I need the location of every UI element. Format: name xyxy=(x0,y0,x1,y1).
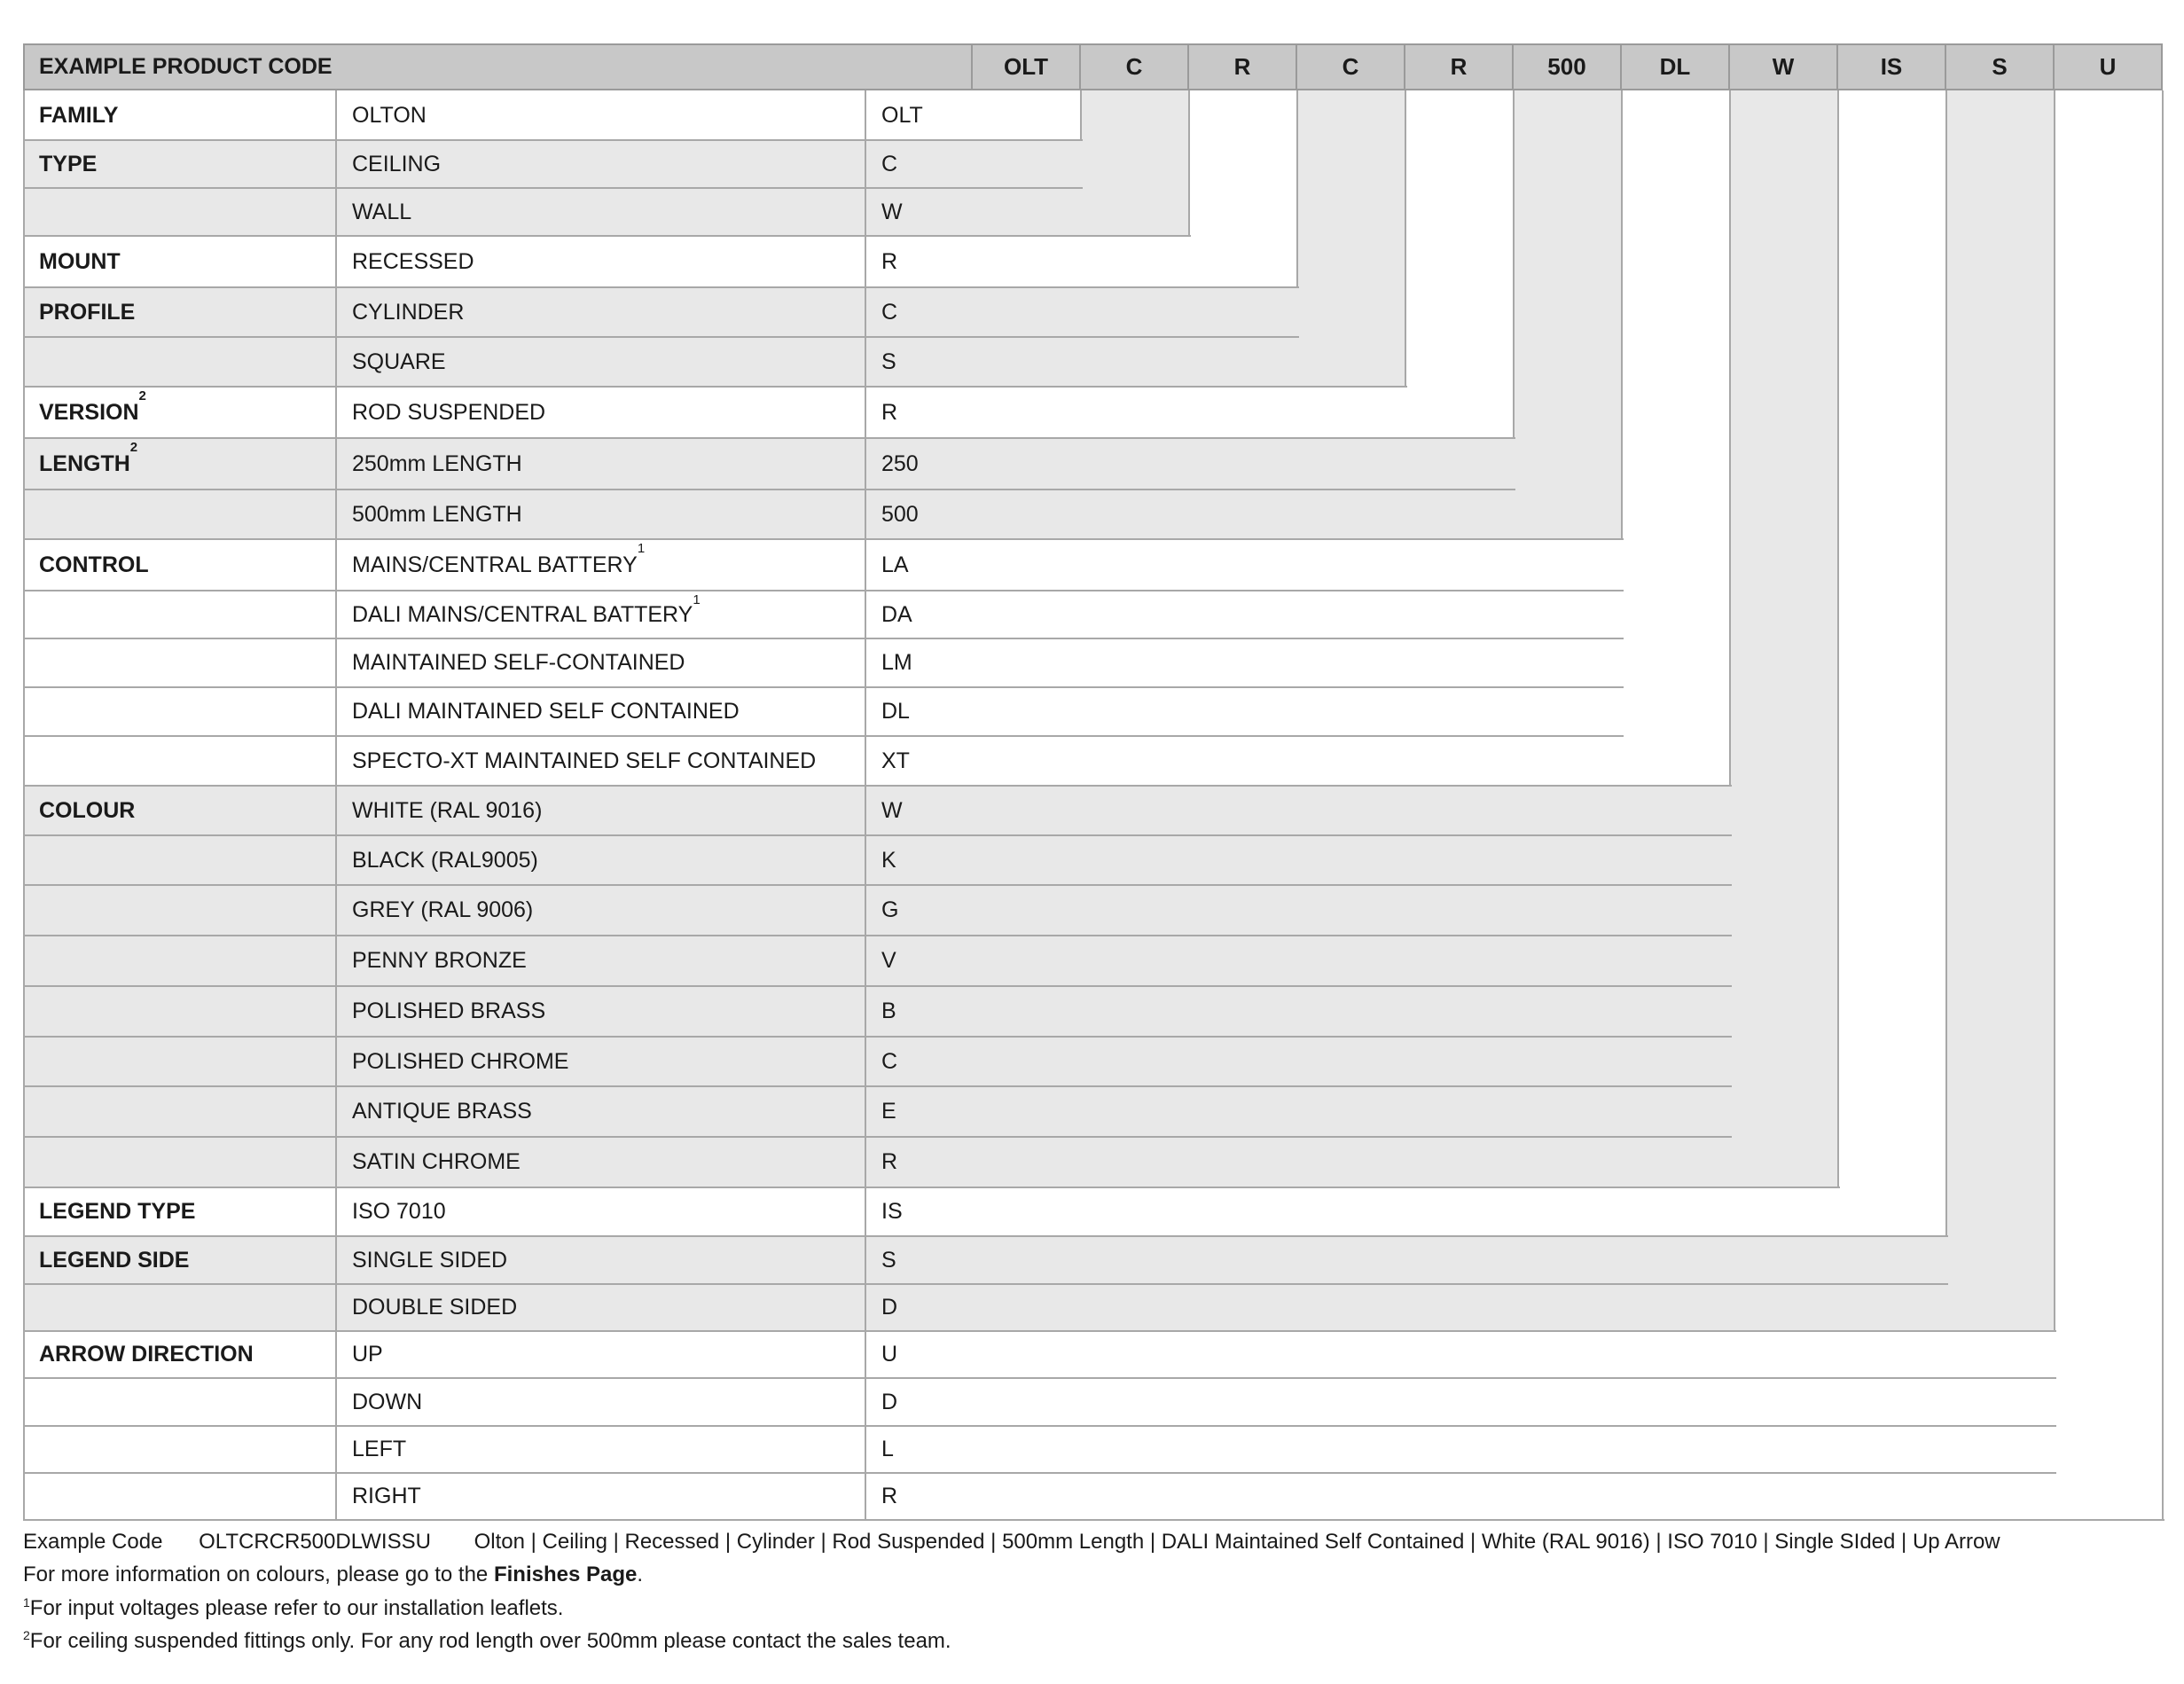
category-text: VERSION xyxy=(39,399,139,425)
header-code-1: OLT xyxy=(971,43,1081,90)
footnote-marker: 1 xyxy=(693,592,701,607)
option-text: BLACK (RAL9005) xyxy=(352,847,538,873)
option-text: 250mm LENGTH xyxy=(352,450,522,476)
category-label xyxy=(39,835,331,885)
column-rule xyxy=(335,90,337,1520)
category-label xyxy=(39,1086,331,1137)
option-text: WALL xyxy=(352,199,412,224)
category-text: ARROW DIRECTION xyxy=(39,1342,254,1367)
option-label xyxy=(352,1187,860,1236)
footnote-1-text: For input voltages please refer to our installation leaflets. xyxy=(29,1596,564,1620)
option-code: 500 xyxy=(881,501,919,527)
option-text: CYLINDER xyxy=(352,299,465,325)
option-text: WHITE (RAL 9016) xyxy=(352,797,543,823)
row-rule xyxy=(23,1519,2164,1521)
category-label xyxy=(39,438,331,490)
option-label xyxy=(352,885,860,936)
code-column-strip xyxy=(2055,90,2163,1331)
footnote-2-marker: 2 xyxy=(23,1628,30,1642)
colours-info-text: For more information on colours, please go to the xyxy=(23,1563,494,1586)
option-code: XT xyxy=(881,748,910,773)
option-code: R xyxy=(881,1149,898,1174)
option-text: RECESSED xyxy=(352,248,474,274)
option-code: IS xyxy=(881,1199,903,1224)
category-label xyxy=(39,1137,331,1187)
option-code: B xyxy=(881,999,896,1023)
option-text: OLTON xyxy=(352,102,427,128)
category-label xyxy=(39,936,331,986)
code-column-strip xyxy=(1189,90,1297,236)
category-text: LENGTH xyxy=(39,450,130,476)
header-code-6: 500 xyxy=(1512,43,1622,90)
option-text: POLISHED CHROME xyxy=(352,1048,569,1074)
option-label xyxy=(352,490,860,539)
category-label xyxy=(39,539,331,591)
code-column-strip xyxy=(1405,90,1514,387)
header-title: EXAMPLE PRODUCT CODE xyxy=(23,43,973,90)
option-text: SPECTO-XT MAINTAINED SELF CONTAINED xyxy=(352,748,817,773)
column-rule xyxy=(1513,90,1515,438)
category-label xyxy=(39,1284,331,1331)
header-code-5: R xyxy=(1404,43,1514,90)
option-label xyxy=(352,387,860,438)
example-code-label: Example Code xyxy=(23,1530,163,1554)
category-label xyxy=(39,1426,331,1473)
category-label xyxy=(39,1236,331,1284)
category-label xyxy=(39,638,331,687)
option-code: S xyxy=(881,349,896,374)
option-code: C xyxy=(881,151,898,176)
option-text: DALI MAINTAINED SELF CONTAINED xyxy=(352,699,740,724)
option-label xyxy=(352,1086,860,1137)
option-code: R xyxy=(881,1484,898,1508)
option-code: D xyxy=(881,1295,898,1320)
header-code-9: IS xyxy=(1836,43,1946,90)
option-code: DA xyxy=(881,601,912,627)
example-code-line xyxy=(23,1530,2000,1555)
option-label xyxy=(352,1037,860,1086)
column-rule xyxy=(2054,90,2055,1331)
option-text: UP xyxy=(352,1342,383,1367)
category-text: PROFILE xyxy=(39,299,136,325)
category-text: LEGEND TYPE xyxy=(39,1199,196,1224)
category-label xyxy=(39,986,331,1037)
option-code: G xyxy=(881,897,899,922)
column-rule xyxy=(1188,90,1190,236)
header-code-3: R xyxy=(1187,43,1297,90)
option-text: GREY (RAL 9006) xyxy=(352,897,534,922)
option-code: LA xyxy=(881,552,909,577)
option-text: DALI MAINS/CENTRAL BATTERY xyxy=(352,601,693,627)
option-text: ISO 7010 xyxy=(352,1199,446,1224)
code-column-strip xyxy=(1081,90,1189,140)
code-column-strip xyxy=(1622,90,1730,539)
category-label xyxy=(39,1473,331,1520)
option-text: LEFT xyxy=(352,1437,407,1461)
header-code-11: U xyxy=(2053,43,2163,90)
option-text: 500mm LENGTH xyxy=(352,501,522,527)
header-code-10: S xyxy=(1945,43,2055,90)
option-label xyxy=(352,1426,860,1473)
option-text: CEILING xyxy=(352,151,442,176)
footnote-marker: 1 xyxy=(637,541,646,556)
column-rule xyxy=(1405,90,1406,387)
category-text: LEGEND SIDE xyxy=(39,1247,190,1273)
category-label xyxy=(39,140,331,188)
header-code-8: W xyxy=(1728,43,1838,90)
option-code: R xyxy=(881,248,898,274)
example-code-value: OLTCRCR500DLWISSU xyxy=(199,1530,431,1554)
option-code: DL xyxy=(881,699,910,724)
option-label xyxy=(352,337,860,387)
option-text: DOUBLE SIDED xyxy=(352,1295,518,1320)
option-text: MAINTAINED SELF-CONTAINED xyxy=(352,650,685,675)
option-label xyxy=(352,1331,860,1378)
option-code: U xyxy=(881,1342,898,1367)
header-code-7: DL xyxy=(1620,43,1730,90)
option-text: MAINS/CENTRAL BATTERY xyxy=(352,552,638,577)
option-label xyxy=(352,1236,860,1284)
example-code-description: Olton | Ceiling | Recessed | Cylinder | Rod Suspended | 500mm Length | DALI Maintained Self Contained | White (RAL 9016) | ISO 7010 | Single SIded | Up Arrow xyxy=(474,1530,2000,1554)
column-rule xyxy=(1621,90,1623,539)
option-label xyxy=(352,835,860,885)
option-label xyxy=(352,438,860,490)
category-label xyxy=(39,736,331,786)
option-text: DOWN xyxy=(352,1389,423,1414)
option-label xyxy=(352,188,860,236)
category-text: CONTROL xyxy=(39,552,149,577)
code-column-strip xyxy=(1838,90,1946,1187)
category-label xyxy=(39,188,331,236)
footnote-1 xyxy=(23,1595,563,1621)
option-code: C xyxy=(881,1048,898,1074)
footnote-1-marker: 1 xyxy=(23,1595,30,1610)
option-code: V xyxy=(881,948,896,973)
category-label xyxy=(39,786,331,835)
column-rule xyxy=(2162,90,2164,1520)
colours-info-line xyxy=(23,1563,643,1587)
option-label xyxy=(352,287,860,337)
column-rule xyxy=(1296,90,1298,287)
option-label xyxy=(352,687,860,736)
category-text: MOUNT xyxy=(39,248,121,274)
category-label xyxy=(39,1378,331,1426)
code-column-strip xyxy=(1730,90,1838,786)
option-code: S xyxy=(881,1247,896,1273)
option-text: RIGHT xyxy=(352,1484,421,1508)
category-text: TYPE xyxy=(39,151,98,176)
footnote-marker: 2 xyxy=(138,388,146,403)
category-label xyxy=(39,885,331,936)
option-label xyxy=(352,986,860,1037)
option-code: OLT xyxy=(881,102,923,128)
code-column-strip xyxy=(1946,90,2055,1236)
option-label xyxy=(352,638,860,687)
category-label xyxy=(39,236,331,287)
option-text: SINGLE SIDED xyxy=(352,1247,508,1273)
option-label xyxy=(352,140,860,188)
option-label xyxy=(352,1473,860,1520)
option-label xyxy=(352,236,860,287)
category-label xyxy=(39,90,331,140)
option-text: ANTIQUE BRASS xyxy=(352,1099,532,1124)
category-label xyxy=(39,337,331,387)
column-rule xyxy=(1837,90,1839,1187)
footnote-marker: 2 xyxy=(129,440,138,455)
category-label xyxy=(39,1331,331,1378)
category-label xyxy=(39,1187,331,1236)
colours-info-end: . xyxy=(637,1563,644,1586)
category-label xyxy=(39,1037,331,1086)
option-label xyxy=(352,591,860,638)
option-code: W xyxy=(881,199,903,224)
header-code-4: C xyxy=(1296,43,1405,90)
category-text: COLOUR xyxy=(39,797,136,823)
option-label xyxy=(352,786,860,835)
footnote-2-text: For ceiling suspended fittings only. For any rod length over 500mm please contact the sales team. xyxy=(29,1629,951,1653)
option-text: PENNY BRONZE xyxy=(352,948,527,973)
option-code: K xyxy=(881,847,896,873)
option-label xyxy=(352,1284,860,1331)
option-label xyxy=(352,90,860,140)
column-rule xyxy=(23,90,25,1520)
finishes-page-link[interactable]: Finishes Page xyxy=(493,1563,638,1586)
category-label xyxy=(39,287,331,337)
option-code: W xyxy=(881,797,903,823)
option-text: SQUARE xyxy=(352,349,446,374)
column-rule xyxy=(865,90,866,1520)
category-label xyxy=(39,687,331,736)
option-code: L xyxy=(881,1437,894,1461)
category-text: FAMILY xyxy=(39,102,119,128)
option-code: LM xyxy=(881,650,912,675)
code-column-strip xyxy=(1297,90,1405,287)
category-label xyxy=(39,490,331,539)
option-label xyxy=(352,1137,860,1187)
option-text: POLISHED BRASS xyxy=(352,999,546,1023)
option-code: E xyxy=(881,1099,896,1124)
option-label xyxy=(352,1378,860,1426)
column-rule xyxy=(1945,90,1947,1236)
code-column-strip xyxy=(1514,90,1622,438)
category-label xyxy=(39,387,331,438)
footnote-2 xyxy=(23,1628,951,1654)
column-rule xyxy=(1080,90,1082,140)
option-label xyxy=(352,936,860,986)
option-text: ROD SUSPENDED xyxy=(352,399,546,425)
option-label xyxy=(352,736,860,786)
category-label xyxy=(39,591,331,638)
option-code: 250 xyxy=(881,450,919,476)
option-code: C xyxy=(881,299,898,325)
option-text: SATIN CHROME xyxy=(352,1149,521,1174)
header-code-2: C xyxy=(1079,43,1189,90)
option-label xyxy=(352,539,860,591)
column-rule xyxy=(1729,90,1731,786)
option-code: R xyxy=(881,399,898,425)
option-code: D xyxy=(881,1389,898,1414)
